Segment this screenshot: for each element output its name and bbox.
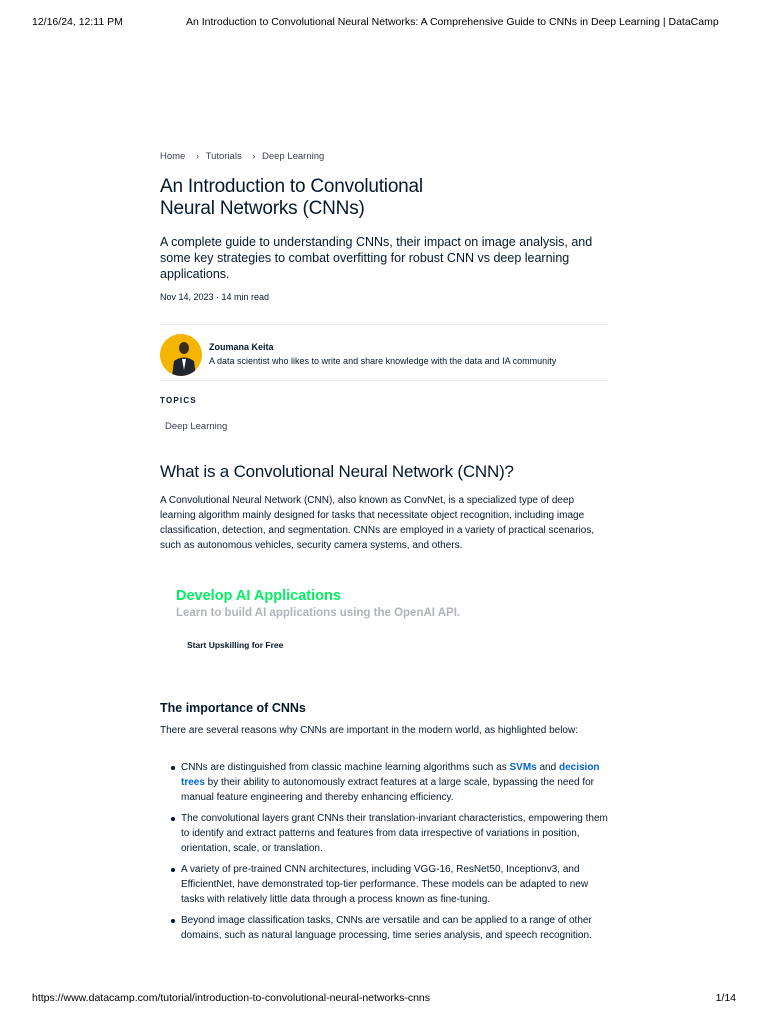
promo-title: Develop AI Applications (176, 588, 341, 604)
author-photo-icon (160, 334, 202, 376)
author-card (160, 334, 610, 376)
topic-tag-deep-learning[interactable]: Deep Learning (165, 421, 228, 432)
decision-trees-link[interactable]: decision trees (181, 762, 600, 788)
page-title-line-2: Neural Networks (CNNs) (160, 198, 365, 219)
paragraph-importance-intro: There are several reasons why CNNs are important in the modern world, as highlighted below: (160, 725, 578, 736)
print-footer (32, 992, 736, 1006)
list-item (160, 862, 610, 907)
print-header (32, 16, 736, 30)
promo-subtitle: Learn to build AI applications using the OpenAI API. (176, 607, 461, 619)
list-item-text: The convolutional layers grant CNNs their translation-invariant characteristics, empowering them to identify and extract patterns and features from data irrespective of variations in position, orientation, scale, or translation. (181, 813, 608, 854)
divider (160, 380, 609, 381)
list-item (160, 913, 610, 943)
avatar[interactable] (160, 334, 202, 376)
print-url: https://www.datacamp.com/tutorial/introduction-to-convolutional-neural-networks-cnns (32, 992, 431, 1004)
print-date: 12/16/24, 12:11 PM (32, 16, 123, 28)
breadcrumb-deep-learning[interactable]: Deep Learning (261, 151, 325, 162)
article-subtitle: A complete guide to understanding CNNs, their impact on image analysis, and some key strategies to combat overfitting for robust CNN vs deep learning applications. (160, 235, 593, 281)
article-meta: Nov 14, 2023 · 14 min read (160, 292, 270, 302)
author-bio: A data scientist who likes to write and share knowledge with the data and IA community (209, 356, 557, 366)
promo-banner (176, 588, 596, 658)
print-page-title: An Introduction to Convolutional Neural Networks: A Comprehensive Guide to CNNs in Deep Learning | DataCamp (186, 16, 719, 28)
bullet-icon (171, 868, 175, 872)
topics-label: TOPICS (160, 396, 197, 405)
breadcrumb-tutorials[interactable]: Tutorials (205, 151, 242, 162)
paragraph-cnn-definition: A Convolutional Neural Network (CNN), also known as ConvNet, is a specialized type of deep learning algorithm mainly designed for tasks that necessitate object recognition, including image classification, detection, and segmentation. CNNs are employed in a variety of practical scenarios, such as autonomous vehicles, security camera systems, and others. (160, 495, 595, 551)
breadcrumb-home[interactable]: Home (160, 151, 186, 162)
breadcrumb (160, 151, 324, 162)
list-item (160, 811, 610, 856)
divider (160, 324, 609, 325)
bullet-icon (171, 817, 175, 821)
chevron-right-icon: › (252, 151, 256, 161)
section-heading-what-is-cnn: What is a Convolutional Neural Network (CNN)? (160, 462, 514, 481)
section-heading-importance: The importance of CNNs (160, 701, 306, 715)
chevron-right-icon: › (195, 151, 199, 161)
list-item (160, 760, 610, 805)
svms-link[interactable]: SVMs (509, 762, 537, 773)
list-item-text: Beyond image classification tasks, CNNs are versatile and can be applied to a range of other domains, such as natural language processing, time series analysis, and speech recognition. (181, 915, 592, 941)
list-item-text: and (536, 762, 559, 773)
list-item-text: by their ability to autonomously extract features at a large scale, bypassing the need for manual feature engineering and thereby enhancing efficiency. (181, 777, 595, 803)
print-page-number: 1/14 (715, 992, 736, 1004)
bullet-icon (171, 766, 175, 770)
bullet-icon (171, 919, 175, 923)
start-upskilling-button[interactable]: Start Upskilling for Free (187, 640, 284, 650)
list-item-text: A variety of pre-trained CNN architectures, including VGG-16, ResNet50, Inceptionv3, and EfficientNet, have demonstrated top-tier performance. These models can be adapted to new tasks with relatively little data through a process known as fine-tuning. (181, 864, 589, 905)
author-name[interactable]: Zoumana Keita (209, 342, 274, 352)
page-title-line-1: An Introduction to Convolutional (160, 176, 423, 197)
page-title (160, 176, 520, 220)
list-item-text: CNNs are distinguished from classic machine learning algorithms such as (181, 762, 510, 773)
importance-list (160, 760, 610, 949)
